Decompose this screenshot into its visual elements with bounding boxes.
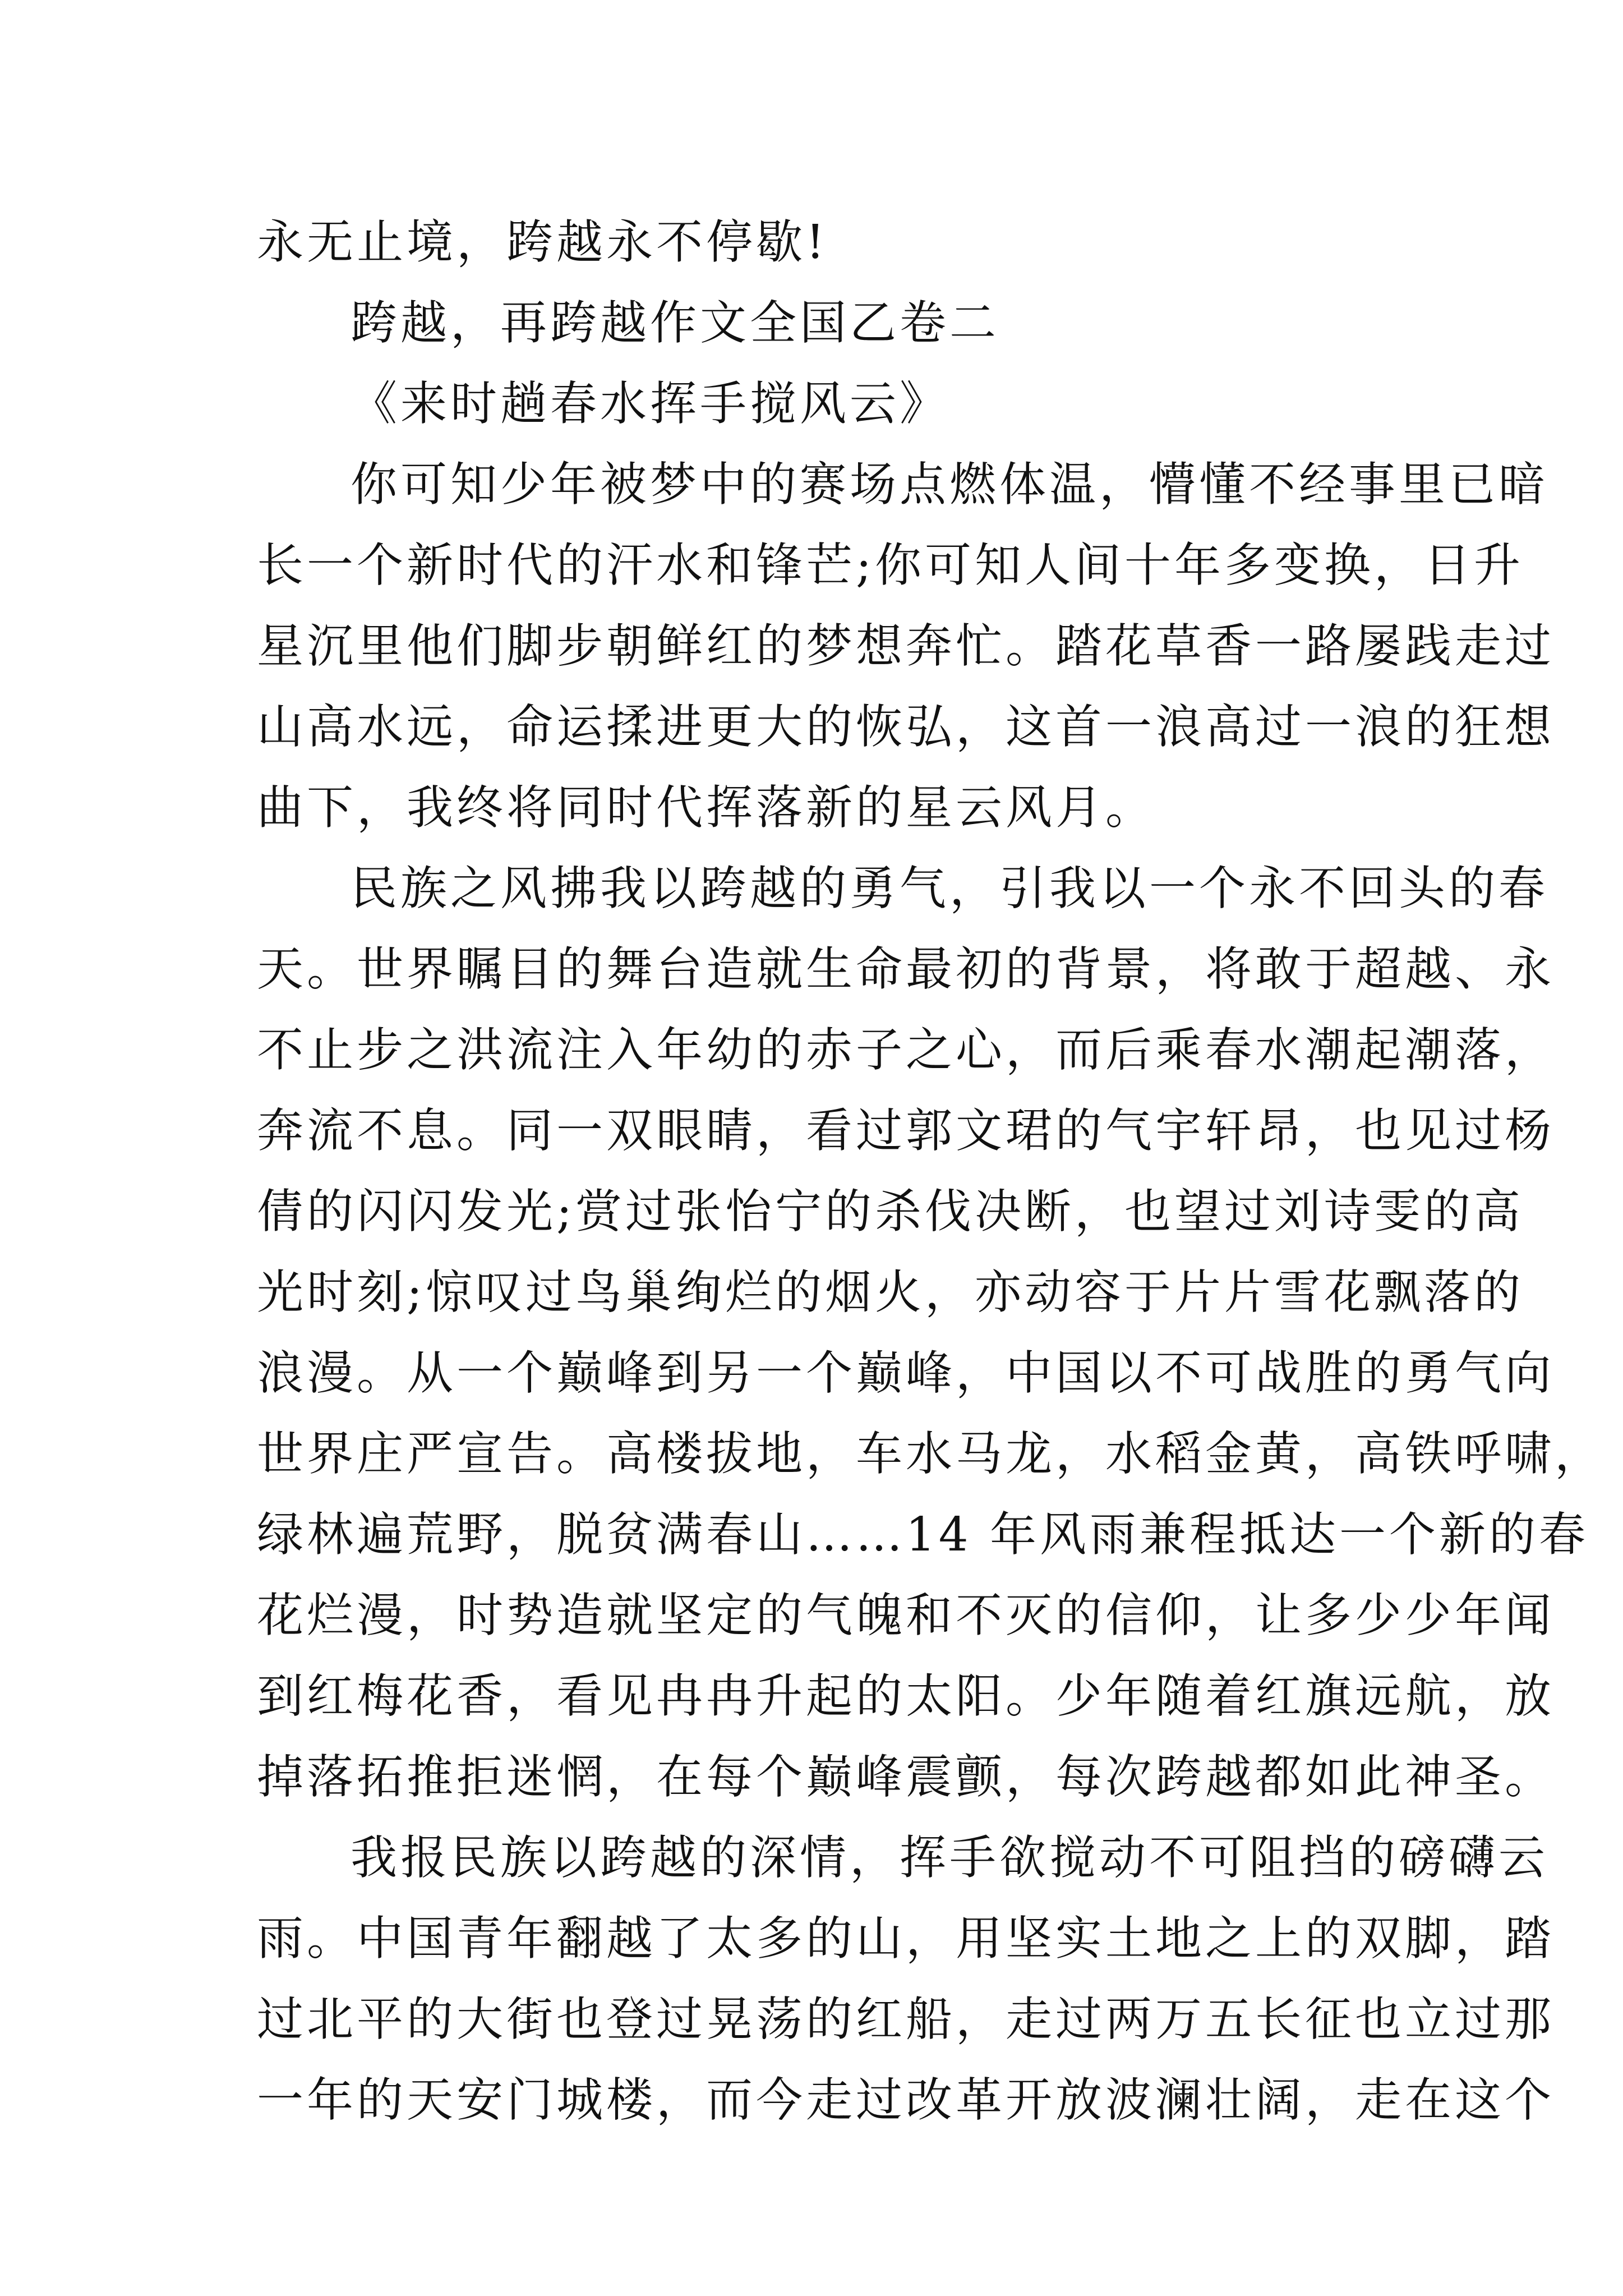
text-line: 民族之风拂我以跨越的勇气，引我以一个永不回头的春 <box>351 861 1548 915</box>
text-line: 长一个新时代的汗水和锋芒;你可知人间十年多变换，日升 <box>257 538 1524 592</box>
essay-title: 《来时趟春水挥手搅风云》 <box>351 376 949 431</box>
text-line: 光时刻;惊叹过鸟巢绚烂的烟火，亦动容于片片雪花飘落的 <box>257 1265 1524 1319</box>
text-line: 我报民族以跨越的深情，挥手欲搅动不可阻挡的磅礴云 <box>351 1830 1548 1885</box>
text-line: 雨。中国青年翻越了太多的山，用坚实土地之上的双脚，踏 <box>257 1911 1555 1966</box>
text-line: 天。世界瞩目的舞台造就生命最初的背景，将敢于超越、永 <box>257 942 1555 996</box>
text-line: 永无止境，跨越永不停歇! <box>257 215 828 269</box>
text-line: 奔流不息。同一双眼睛，看过郭文珺的气宇轩昂，也见过杨 <box>257 1103 1555 1158</box>
text-line: 一年的天安门城楼，而今走过改革开放波澜壮阔，走在这个 <box>257 2073 1555 2127</box>
text-line: 到红梅花香，看见冉冉升起的太阳。少年随着红旗远航，放 <box>257 1669 1555 1723</box>
text-line: 你可知少年被梦中的赛场点燃体温，懵懂不经事里已暗 <box>351 457 1548 512</box>
text-line: 过北平的大街也登过晃荡的红船，走过两万五长征也立过那 <box>257 1992 1555 2046</box>
text-line: 浪漫。从一个巅峰到另一个巅峰，中国以不可战胜的勇气向 <box>257 1346 1555 1400</box>
text-line: 星沉里他们脚步朝鲜红的梦想奔忙。踏花草香一路屡践走过 <box>257 619 1555 673</box>
text-line: 倩的闪闪发光;赏过张怡宁的杀伐决断，也望过刘诗雯的高 <box>257 1184 1524 1239</box>
text-line: 绿林遍荒野，脱贫满春山……14 年风雨兼程抵达一个新的春 <box>257 1507 1589 1562</box>
text-line: 花烂漫，时势造就坚定的气魄和不灭的信仰，让多少少年闻 <box>257 1588 1555 1642</box>
text-line: 世界庄严宣告。高楼拔地，车水马龙，水稻金黄，高铁呼啸， <box>257 1427 1604 1481</box>
text-line: 掉落拓推拒迷惘，在每个巅峰震颤，每次跨越都如此神圣。 <box>257 1750 1555 1804</box>
essay-heading: 跨越，再跨越作文全国乙卷二 <box>351 296 999 350</box>
text-line: 不止步之洪流注入年幼的赤子之心，而后乘春水潮起潮落， <box>257 1023 1555 1077</box>
essay-body <box>257 202 1604 2141</box>
text-line: 曲下，我终将同时代挥落新的星云风月。 <box>257 780 1155 835</box>
text-line: 山高水远，命运揉进更大的恢弘，这首一浪高过一浪的狂想 <box>257 700 1555 754</box>
